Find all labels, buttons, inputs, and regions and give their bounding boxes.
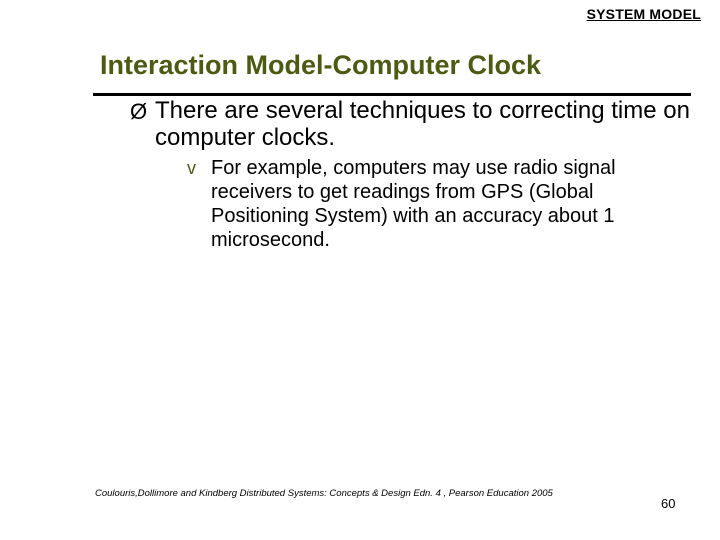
page-number: 60 bbox=[661, 496, 676, 511]
arrow-bullet-icon: Ø bbox=[130, 99, 148, 124]
diamond-bullet-icon: v bbox=[187, 158, 196, 178]
footer-citation: Coulouris,Dollimore and Kindberg Distributed Systems: Concepts & Design Edn. 4 , Pearson Education 2005 bbox=[95, 488, 553, 499]
bullet-level-2 bbox=[187, 156, 667, 252]
bullet-level-2-text: For example, computers may use radio signal receivers to get readings from GPS (Global Positioning System) with an accuracy about 1 microsecond. bbox=[211, 157, 616, 251]
bullet-level-1-text: There are several techniques to correcting time on computer clocks. bbox=[155, 97, 690, 151]
title-divider bbox=[93, 93, 691, 96]
slide-title: Interaction Model-Computer Clock bbox=[100, 50, 542, 80]
section-tag: SYSTEM MODEL bbox=[586, 6, 701, 22]
bullet-level-1 bbox=[130, 97, 690, 151]
